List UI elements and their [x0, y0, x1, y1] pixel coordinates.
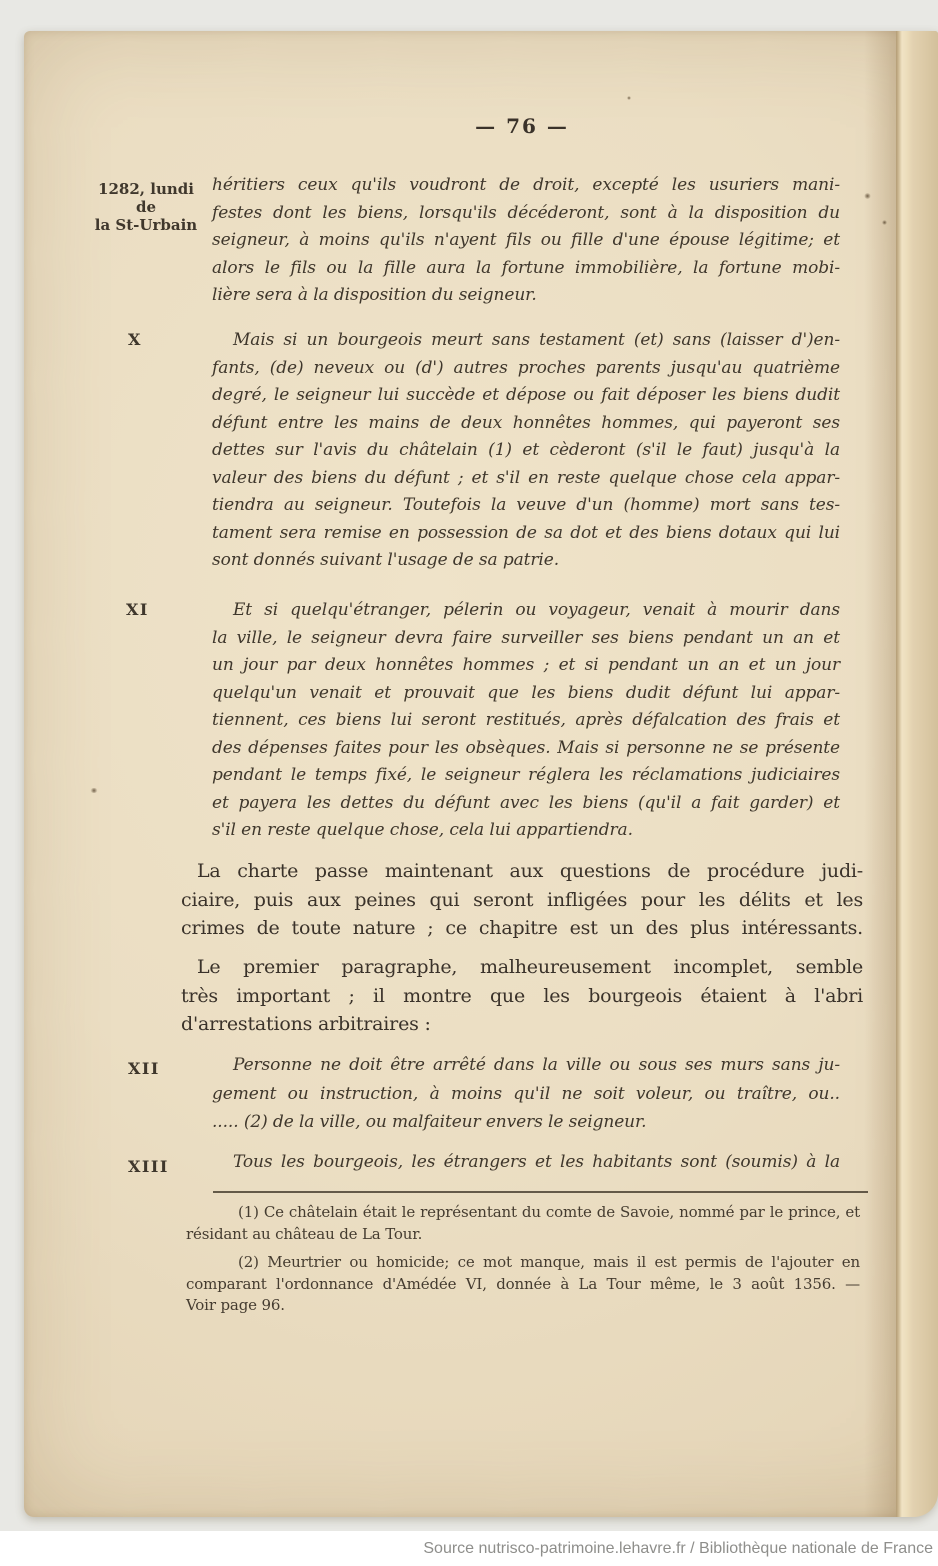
text-line: (1) Ce châtelain était le représentant du comte de Savoie, nommé par le prince, et	[238, 1203, 860, 1221]
section-label-x: X	[128, 330, 142, 349]
text-line: crimes de toute nature ; ce chapitre est un des plus intéressants.	[181, 917, 863, 940]
text-line: pendant le temps fixé, le seigneur réglera les réclamations judiciaires	[212, 765, 840, 785]
footnote-1	[186, 1202, 860, 1245]
text-line: quelqu'un venait et prouvait que les biens dudit défunt lui appar-	[212, 682, 840, 703]
text-line: s'il en reste quelque chose, cela lui appartiendra.	[212, 820, 633, 840]
margin-date-note-line: 1282, lundi de	[98, 180, 194, 216]
book-fore-edge	[896, 31, 938, 1517]
text-line: degré, le seigneur lui succède et dépose ou fait déposer les biens dudit	[212, 385, 840, 405]
text-line: gement ou instruction, à moins qu'il ne soit voleur, ou traître, ou..	[212, 1083, 840, 1104]
text-line: valeur des biens du défunt ; et s'il en reste quelque chose cela appar-	[212, 467, 840, 488]
text-line: dettes sur l'avis du châtelain (1) et cèderont (s'il le faut) jusqu'à la	[212, 440, 840, 460]
text-line: (2) Meurtrier ou homicide; ce mot manque, mais il est permis de l'ajouter en	[238, 1253, 860, 1271]
section-label-xii: XII	[128, 1059, 160, 1078]
section-xiii-paragraph	[212, 1149, 840, 1177]
text-line: lière sera à la disposition du seigneur.	[212, 285, 537, 305]
text-line: défunt entre les mains de deux honnêtes hommes, qui payeront ses	[212, 412, 840, 433]
footer-bar	[0, 1531, 938, 1566]
page-speckle	[864, 193, 871, 199]
text-line: des dépenses faites pour les obsèques. Mais si personne ne se présente	[212, 737, 840, 758]
text-line: Voir page 96.	[186, 1296, 285, 1314]
section-xii-paragraph	[212, 1051, 840, 1137]
section-xi-paragraph	[212, 597, 840, 845]
text-line: tiennent, ces biens lui seront restitués, après défalcation des frais et	[212, 710, 840, 730]
text-line: résidant au château de La Tour.	[186, 1224, 423, 1243]
commentary-paragraph-1	[181, 857, 863, 943]
text-line: très important ; il montre que les bourgeois étaient à l'abri	[181, 984, 863, 1007]
text-line: la ville, le seigneur devra faire surveiller ses biens pendant un an et	[212, 627, 840, 648]
text-line: comparant l'ordonnance d'Amédée VI, donnée à La Tour même, le 3 août 1356. —	[186, 1274, 860, 1293]
section-label-xi: XI	[126, 600, 149, 619]
text-line: Mais si un bourgeois meurt sans testament (et) sans (laisser d')en-	[233, 330, 840, 350]
page-gutter-shadow	[864, 31, 896, 1517]
intro-paragraph	[212, 172, 840, 310]
commentary-paragraph-2	[181, 953, 863, 1039]
text-line: Personne ne doit être arrêté dans la ville ou sous ses murs sans ju-	[233, 1055, 840, 1075]
margin-date-note	[86, 180, 206, 234]
text-line: fants, (de) neveux ou (d') autres proches parents jusqu'au quatrième	[212, 357, 840, 378]
text-line: héritiers ceux qu'ils voudront de droit, excepté les usuriers mani-	[212, 175, 840, 195]
text-line: ..... (2) de la ville, ou malfaiteur envers le seigneur.	[212, 1112, 647, 1132]
page-speckle	[90, 788, 98, 793]
text-line: seigneur, à moins qu'ils n'ayent fils ou fille d'une épouse légitime; et	[212, 230, 840, 250]
text-line: La charte passe maintenant aux questions de procédure judi-	[197, 860, 863, 882]
margin-date-note-line: la St-Urbain	[94, 216, 198, 234]
text-line: festes dont les biens, lorsqu'ils décéderont, sont à la disposition du	[212, 202, 840, 223]
text-line: et payera les dettes du défunt avec les biens (qu'il a fait garder) et	[212, 792, 840, 813]
footnote-2	[186, 1252, 860, 1317]
text-line: tiendra au seigneur. Toutefois la veuve d'un (homme) mort sans tes-	[212, 495, 840, 515]
text-line: tament sera remise en possession de sa dot et des biens dotaux qui lui	[212, 522, 840, 543]
text-line: d'arrestations arbitraires :	[181, 1013, 431, 1036]
section-label-xiii: XIII	[128, 1157, 169, 1176]
section-x-paragraph	[212, 327, 840, 575]
text-line: Tous les bourgeois, les étrangers et les habitants sont (soumis) à la	[233, 1152, 840, 1172]
text-line: alors le fils ou la fille aura la fortune immobilière, la fortune mobi-	[212, 257, 840, 278]
source-attribution: Source nutrisco-patrimoine.lehavre.fr / Bibliothèque nationale de France	[423, 1539, 933, 1557]
page-speckle	[627, 96, 631, 100]
text-line: un jour par deux honnêtes hommes ; et si pendant un an et un jour	[212, 655, 840, 675]
text-line: Le premier paragraphe, malheureusement incomplet, semble	[197, 956, 863, 978]
page-number: — 76 —	[475, 114, 569, 138]
page-speckle	[882, 220, 887, 225]
footnote-separator	[213, 1191, 868, 1193]
text-line: sont donnés suivant l'usage de sa patrie.	[212, 550, 560, 570]
text-line: ciaire, puis aux peines qui seront infligées pour les délits et les	[181, 888, 863, 911]
text-line: Et si quelqu'étranger, pélerin ou voyageur, venait à mourir dans	[233, 600, 840, 620]
